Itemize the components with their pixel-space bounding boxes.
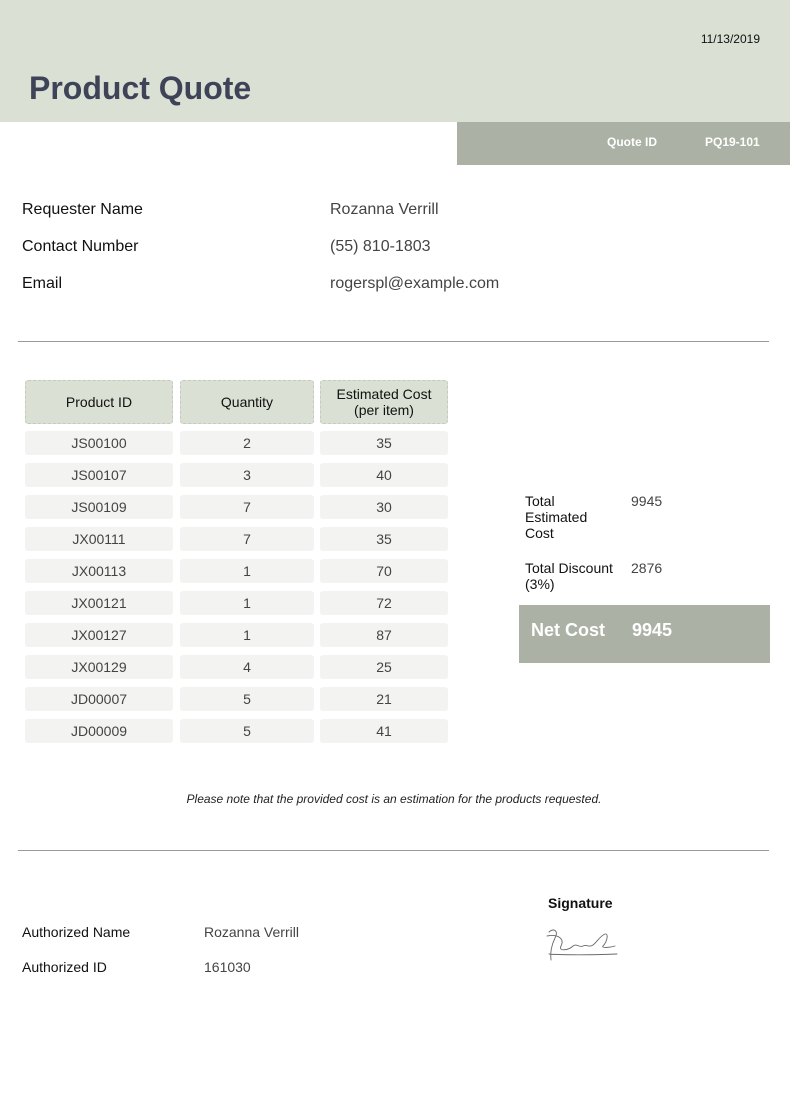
authorized-id-value: 161030 — [204, 959, 251, 975]
table-cell-product-id: JD00009 — [25, 719, 173, 743]
table-cell-quantity: 3 — [180, 463, 314, 487]
table-cell-quantity: 1 — [180, 591, 314, 615]
authorized-name-label: Authorized Name — [22, 924, 131, 940]
header-quantity: Quantity — [180, 380, 314, 424]
table-cell-quantity: 7 — [180, 495, 314, 519]
table-cell-product-id: JX00129 — [25, 655, 173, 679]
table-cell-cost: 30 — [320, 495, 448, 519]
header-band — [0, 0, 790, 122]
signature-title: Signature — [548, 895, 613, 911]
requester-name-label: Requester Name — [22, 201, 143, 218]
table-cell-product-id: JS00107 — [25, 463, 173, 487]
table-cell-cost: 70 — [320, 559, 448, 583]
table-cell-cost: 25 — [320, 655, 448, 679]
quote-date: 11/13/2019 — [700, 32, 760, 46]
table-cell-cost: 72 — [320, 591, 448, 615]
table-cell-quantity: 5 — [180, 687, 314, 711]
table-cell-quantity: 7 — [180, 527, 314, 551]
divider-bottom — [18, 850, 769, 851]
table-cell-product-id: JX00121 — [25, 591, 173, 615]
total-discount-value: 2876 — [631, 560, 663, 576]
authorized-name-value: Rozanna Verrill — [204, 924, 299, 940]
signature-image — [545, 924, 619, 964]
contact-number-label: Contact Number — [22, 238, 139, 255]
estimation-note: Please note that the provided cost is an estimation for the products requested. — [186, 792, 602, 806]
table-cell-product-id: JS00109 — [25, 495, 173, 519]
table-cell-quantity: 4 — [180, 655, 314, 679]
net-cost-box — [519, 605, 770, 663]
net-cost-label: Net Cost — [531, 620, 606, 640]
total-estimated-cost-label: Total Estimated Cost — [525, 493, 588, 541]
quote-id-bar — [457, 122, 790, 165]
quote-id-value: PQ19-101 — [705, 135, 760, 149]
table-cell-quantity: 2 — [180, 431, 314, 455]
table-cell-product-id: JX00111 — [25, 527, 173, 551]
table-cell-cost: 87 — [320, 623, 448, 647]
total-estimated-cost-value: 9945 — [631, 493, 663, 509]
header-estimated-cost: Estimated Cost (per item) — [320, 380, 448, 424]
email-label: Email — [22, 275, 63, 292]
table-cell-quantity: 5 — [180, 719, 314, 743]
net-cost-value: 9945 — [632, 620, 673, 640]
table-cell-cost: 21 — [320, 687, 448, 711]
quote-id-label: Quote ID — [607, 135, 657, 149]
header-product-id: Product ID — [25, 380, 173, 424]
table-cell-quantity: 1 — [180, 623, 314, 647]
divider-top — [18, 341, 769, 342]
table-cell-product-id: JS00100 — [25, 431, 173, 455]
email-value: rogerspl@example.com — [330, 275, 500, 292]
table-cell-cost: 35 — [320, 527, 448, 551]
table-cell-cost: 41 — [320, 719, 448, 743]
table-cell-product-id: JX00127 — [25, 623, 173, 647]
table-cell-product-id: JD00007 — [25, 687, 173, 711]
table-cell-cost: 35 — [320, 431, 448, 455]
total-discount-label: Total Discount (3%) — [525, 560, 613, 592]
authorized-id-label: Authorized ID — [22, 959, 107, 975]
table-cell-quantity: 1 — [180, 559, 314, 583]
table-cell-product-id: JX00113 — [25, 559, 173, 583]
page-title: Product Quote — [29, 70, 252, 106]
table-cell-cost: 40 — [320, 463, 448, 487]
contact-number-value: (55) 810-1803 — [330, 238, 431, 255]
requester-name-value: Rozanna Verrill — [330, 201, 439, 218]
